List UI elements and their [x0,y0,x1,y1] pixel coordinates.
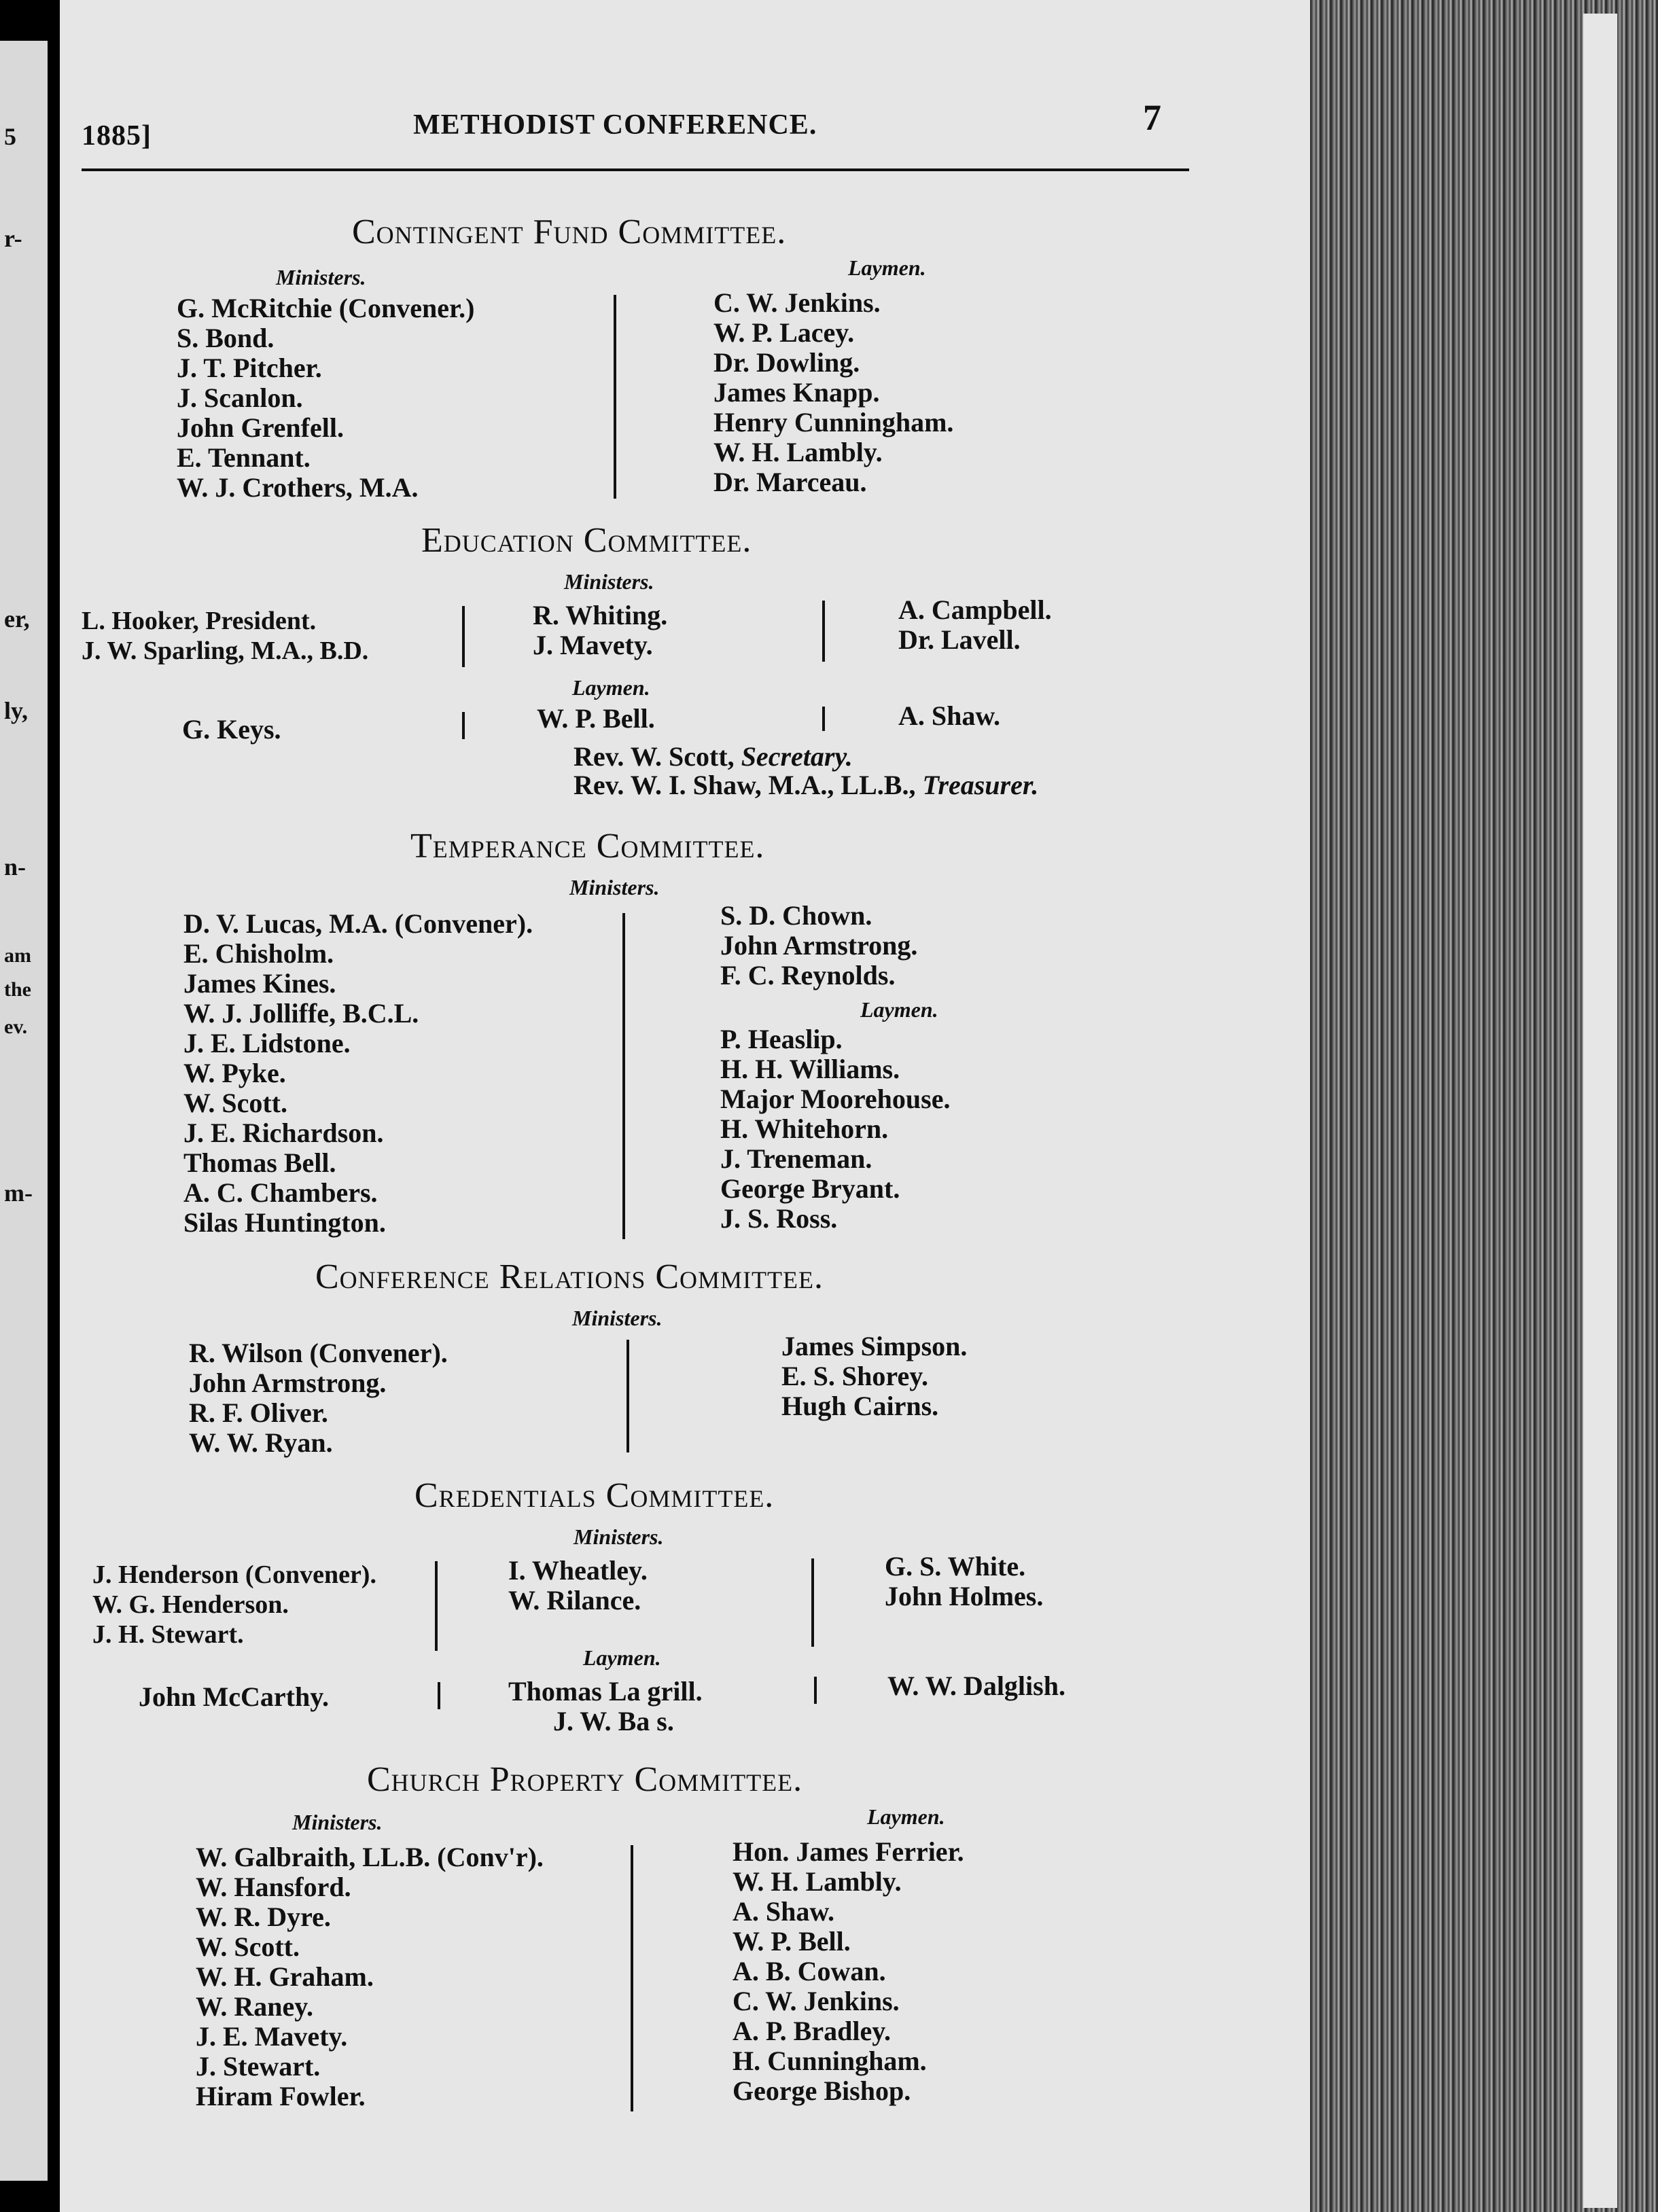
facing-page-fragment: ly, [4,697,29,724]
list-item: W. W. Dalglish. [887,1671,1065,1701]
list-item: John Armstrong. [189,1368,387,1398]
section-title-contingent-fund: Contingent Fund Committee. [352,213,787,251]
list-item: John Holmes. [885,1581,1044,1611]
conference-relations-left [189,1338,448,1458]
list-item: Dr. Marceau. [713,467,867,497]
list-item: John Grenfell. [177,412,344,443]
list-item: W. H. Lambly. [733,1866,902,1897]
page-number: 7 [1143,97,1161,138]
contingent-laymen-list [713,288,953,497]
list-item: W. W. Ryan. [189,1427,333,1458]
list-item: Thomas Bell. [183,1147,336,1178]
column-divider [622,913,625,1239]
ministers-label: Ministers. [292,1810,383,1834]
list-item: D. V. Lucas, M.A. (Convener). [183,908,533,939]
list-item: J. Stewart. [196,2051,321,2082]
list-item: A. Campbell. [898,594,1052,625]
list-item: G. McRitchie (Convener.) [177,293,475,323]
education-ministers-col1 [82,606,368,666]
running-head-year: 1885] [82,120,152,151]
facing-page-fragment: er, [4,605,30,632]
list-item: G. S. White. [885,1551,1026,1582]
list-item: John Armstrong. [720,930,918,961]
credentials-ministers-col1 [92,1560,376,1649]
column-divider [627,1340,629,1452]
list-item: W. P. Bell. [537,703,655,734]
treasurer-line [574,770,1038,800]
book-page [60,0,1310,2212]
list-item: W. Scott. [196,1931,300,1962]
list-item: W. R. Dyre. [196,1902,331,1932]
list-item: G. Keys. [182,714,281,745]
list-item: Hon. James Ferrier. [733,1836,964,1867]
list-item: George Bryant. [720,1173,900,1204]
column-divider [462,606,465,667]
column-divider [631,1845,633,2111]
list-item: Hugh Cairns. [781,1391,939,1421]
treasurer-name: Rev. W. I. Shaw, M.A., LL.B., [574,770,916,800]
temperance-ministers-right [720,901,917,991]
list-item: W. P. Bell. [733,1926,851,1957]
section-title-education: Education Committee. [421,521,752,560]
list-item: James Knapp. [713,377,880,408]
list-item: W. J. Crothers, M.A. [177,472,419,503]
list-item: R. Whiting. [533,600,668,630]
church-property-laymen [733,1837,964,2106]
header-rule [82,168,1189,171]
list-item: C. W. Jenkins. [733,1986,900,2016]
contingent-ministers-list [177,293,474,503]
section-title-credentials: Credentials Committee. [414,1476,775,1515]
list-item: Hiram Fowler. [196,2081,366,2111]
list-item: E. S. Shorey. [781,1361,928,1391]
secretary-name: Rev. W. Scott, [574,741,735,772]
list-item: James Kines. [183,968,336,999]
section-title-temperance: Temperance Committee. [410,827,765,866]
facing-page-fragment: m- [4,1179,33,1207]
credentials-ministers-col2 [508,1556,648,1616]
list-item: W. Hansford. [196,1872,351,1902]
list-item: Silas Huntington. [183,1207,386,1238]
facing-page-fragment: ev. [4,1016,28,1038]
list-item: L. Hooker, President. [82,607,317,635]
secretary-line [574,742,853,772]
column-divider [811,1558,814,1647]
page-block-edge-light [1583,14,1617,2208]
treasurer-role: Treasurer. [922,770,1039,800]
laymen-label: Laymen. [860,997,938,1022]
list-item: W. Raney. [196,1991,314,2022]
facing-page-fragment: the [4,978,31,1001]
column-divider [822,601,825,662]
conference-relations-right [781,1332,967,1421]
list-item: E. Tennant. [177,442,311,473]
list-item: F. C. Reynolds. [720,960,896,991]
list-item: R. F. Oliver. [189,1397,328,1428]
list-item: I. Wheatley. [508,1555,648,1586]
list-item: J. W. Ba s. [553,1706,674,1736]
list-item: J. Treneman. [720,1143,872,1174]
column-divider [614,295,616,499]
education-ministers-col2 [533,601,667,660]
list-item: J. W. Sparling, M.A., B.D. [82,637,369,665]
ministers-label: Ministers. [574,1524,664,1549]
section-title-conference-relations: Conference Relations Committee. [315,1257,824,1296]
list-item: J. E. Richardson. [183,1118,384,1148]
list-item: Dr. Dowling. [713,347,860,378]
temperance-ministers-left [183,909,533,1238]
list-item: John McCarthy. [139,1681,329,1712]
list-item: James Simpson. [781,1331,968,1361]
list-item: P. Heaslip. [720,1024,843,1054]
list-item: C. W. Jenkins. [713,287,881,318]
laymen-label: Laymen. [848,255,926,280]
column-divider [438,1682,440,1709]
list-item: W. J. Jolliffe, B.C.L. [183,998,419,1029]
list-item: Henry Cunningham. [713,407,954,438]
list-item: A. B. Cowan. [733,1956,886,1986]
column-divider [462,712,465,739]
section-title-church-property: Church Property Committee. [367,1760,803,1799]
column-divider [814,1677,817,1704]
list-item: S. Bond. [177,323,275,353]
list-item: W. H. Graham. [196,1961,374,1992]
church-property-ministers [196,1842,544,2111]
list-item: Dr. Lavell. [898,624,1021,655]
running-head-title: METHODIST CONFERENCE. [413,109,817,141]
ministers-label: Ministers. [276,265,366,289]
list-item: A. P. Bradley. [733,2016,891,2046]
list-item: J. T. Pitcher. [177,353,322,383]
list-item: H. Cunningham. [733,2046,927,2076]
list-item: J. Mavety. [533,630,653,660]
credentials-laymen-col2 [508,1677,703,1736]
list-item: J. S. Ross. [720,1203,838,1234]
facing-page-fragment: n- [4,853,27,880]
temperance-laymen [720,1024,950,1234]
facing-page-fragment: am [4,944,31,967]
list-item: W. H. Lambly. [713,437,883,467]
facing-page-fragment: 5 [4,123,16,150]
ministers-label: Ministers. [572,1306,663,1330]
education-ministers-col3 [898,595,1052,655]
list-item: H. H. Williams. [720,1054,900,1084]
list-item: J. E. Lidstone. [183,1028,351,1058]
list-item: R. Wilson (Convener). [189,1338,448,1368]
secretary-role: Secretary. [741,741,853,772]
list-item: H. Whitehorn. [720,1113,889,1144]
list-item: W. Pyke. [183,1058,286,1088]
ministers-label: Ministers. [569,875,660,899]
list-item: W. P. Lacey. [713,317,855,348]
list-item: Thomas La grill. [508,1676,703,1707]
list-item: A. Shaw. [733,1896,835,1927]
list-item: J. H. Stewart. [92,1620,244,1649]
laymen-label: Laymen. [572,675,650,700]
column-divider [822,707,825,731]
list-item: W. G. Henderson. [92,1590,289,1619]
column-divider [435,1561,438,1651]
laymen-label: Laymen. [867,1804,945,1829]
ministers-label: Ministers. [564,569,654,594]
list-item: W. Scott. [183,1088,287,1118]
facing-page-edge [0,41,48,2181]
list-item: J. Scanlon. [177,382,303,413]
laymen-label: Laymen. [583,1645,661,1670]
list-item: J. E. Mavety. [196,2021,348,2052]
list-item: E. Chisholm. [183,938,334,969]
list-item: W. Rilance. [508,1585,641,1616]
list-item: J. Henderson (Convener). [92,1560,376,1589]
list-item: Major Moorehouse. [720,1084,951,1114]
list-item: S. D. Chown. [720,900,872,931]
facing-page-fragment: r- [4,225,22,252]
list-item: A. C. Chambers. [183,1177,378,1208]
list-item: George Bishop. [733,2075,911,2106]
list-item: A. Shaw. [898,700,1001,731]
list-item: W. Galbraith, LL.B. (Conv'r). [196,1842,544,1872]
credentials-ministers-col3 [885,1552,1043,1611]
